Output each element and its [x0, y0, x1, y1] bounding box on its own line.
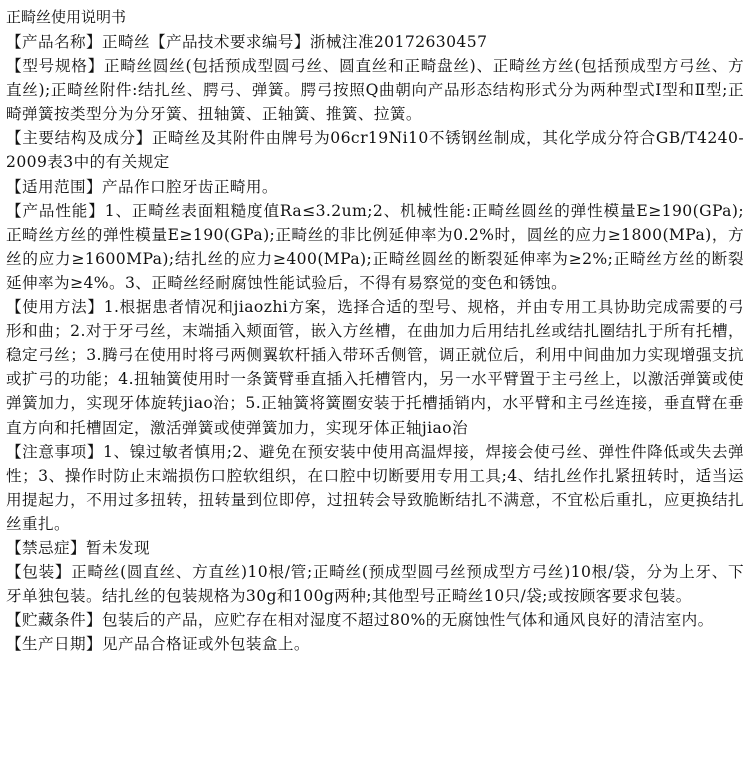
- section-text: 正畸丝圆丝(包括预成型圆弓丝、圆直丝和正畸盘丝)、正畸丝方丝(包括预成型方弓丝、方直丝);正畸丝附件:结扎丝、腭弓、弹簧。腭弓按照Q曲朝向产品形态结构形式分为两种型式I型和Ⅱ型;正畸弹簧按类型分为分牙簧、扭轴簧、正轴簧、推簧、拉簧。: [6, 57, 745, 124]
- section-label: 【型号规格】: [6, 57, 104, 76]
- section-production-date: [6, 632, 744, 656]
- section-scope: [6, 175, 744, 199]
- section-text: 见产品合格证或外包装盒上。: [101, 635, 310, 654]
- section-label: 【适用范围】: [6, 177, 102, 196]
- section-label: 【禁忌症】: [6, 538, 86, 557]
- section-text: 正畸丝及其附件由牌号为06cr19Ni10不锈钢丝制成，其化学成分符合GB/T4240-2009表3中的有关规定: [6, 129, 744, 172]
- section-label: 【包装】: [6, 563, 72, 582]
- section-structure-composition: [6, 126, 744, 174]
- section-text: 1、正畸丝表面粗糙度值Ra≤3.2um;2、机械性能:正畸丝圆丝的弹性模量E≥190(GPa);正畸丝方丝的弹性模量E≥190(GPa);正畸丝的非比例延伸率为0.2%时，圆丝的应力≥1800(MPa)，方丝的应力≥1600MPa);结扎丝的应力≥400(MPa);正畸丝圆丝的断裂延伸率为≥2%;正畸丝方丝的断裂延伸率为≥4%。3、正畸丝经耐腐蚀性能试验后，不得有易察觉的变色和锈蚀。: [6, 201, 744, 292]
- section-model-spec: [6, 54, 744, 126]
- document-title: 正畸丝使用说明书: [6, 8, 127, 26]
- section-contraindications: [6, 536, 744, 560]
- section-text: 正畸丝(圆直丝、方直丝)10根/管;正畸丝(预成型圆弓丝预成型方弓丝)10根/袋，分为上牙、下牙单独包装。结扎丝的包装规格为30g和100g两种;其他型号正畸丝10只/袋;或按顾客要求包装。: [6, 563, 744, 606]
- section-label: 【贮藏条件】: [6, 611, 102, 630]
- section-product-name: [6, 30, 744, 54]
- section-label: 【主要结构及成分】: [6, 129, 152, 148]
- section-text: 包装后的产品，应贮存在相对湿度不超过80%的无腐蚀性气体和通风良好的清洁室内。: [101, 611, 714, 630]
- section-label: 【使用方法】: [6, 298, 104, 317]
- section-label: 【生产日期】: [6, 635, 102, 654]
- section-text: 正畸丝【产品技术要求编号】浙械注准20172630457: [101, 33, 488, 51]
- section-precautions: [6, 440, 744, 536]
- section-storage: [6, 608, 744, 632]
- section-label: 【注意事项】: [6, 442, 104, 461]
- section-packaging: [6, 560, 744, 608]
- section-label: 【产品性能】: [6, 201, 105, 220]
- section-performance: [6, 199, 744, 295]
- section-text: 产品作口腔牙齿正畸用。: [101, 177, 278, 196]
- section-usage: [6, 295, 744, 440]
- section-text: 1.根据患者情况和jiaozhi方案，选择合适的型号、规格，并由专用工具协助完成需要的弓形和曲；2.对于牙弓丝，末端插入颊面管，嵌入方丝槽，在曲加力后用结扎丝或结扎圈结扎于所有托槽，稳定弓丝；3.腾弓在使用时将弓两侧翼软杆插入带环舌侧管，调正就位后，利用中间曲加力实现增强支抗或扩弓的功能；4.扭轴簧使用时一条簧臂垂直插入托槽管内，另一水平臂置于主弓丝上，以激活弹簧或使弹簧加力，实现牙体旋转jiao治；5.正轴簧将簧圈安装于托槽插销内，水平臂和主弓丝连接，垂直臂在垂直方向和托槽固定，激活弹簧或使弹簧加力，实现牙体正轴jiao治: [6, 298, 744, 437]
- section-text: 暂未发现: [85, 538, 150, 557]
- section-text: 1、镍过敏者慎用;2、避免在预安装中使用高温焊接，焊接会使弓丝、弹性件降低或失去弹性；3、操作时防止末端损伤口腔软组织，在口腔中切断要用专用工具;4、结扎丝作扎紧扭转时，适当运用提起力，不用过多扭转，扭转量到位即停，过扭转会导致脆断结扎不满意，不宜松后重扎，应更换结扎丝重扎。: [6, 442, 744, 533]
- section-label: 【产品名称】: [6, 33, 102, 51]
